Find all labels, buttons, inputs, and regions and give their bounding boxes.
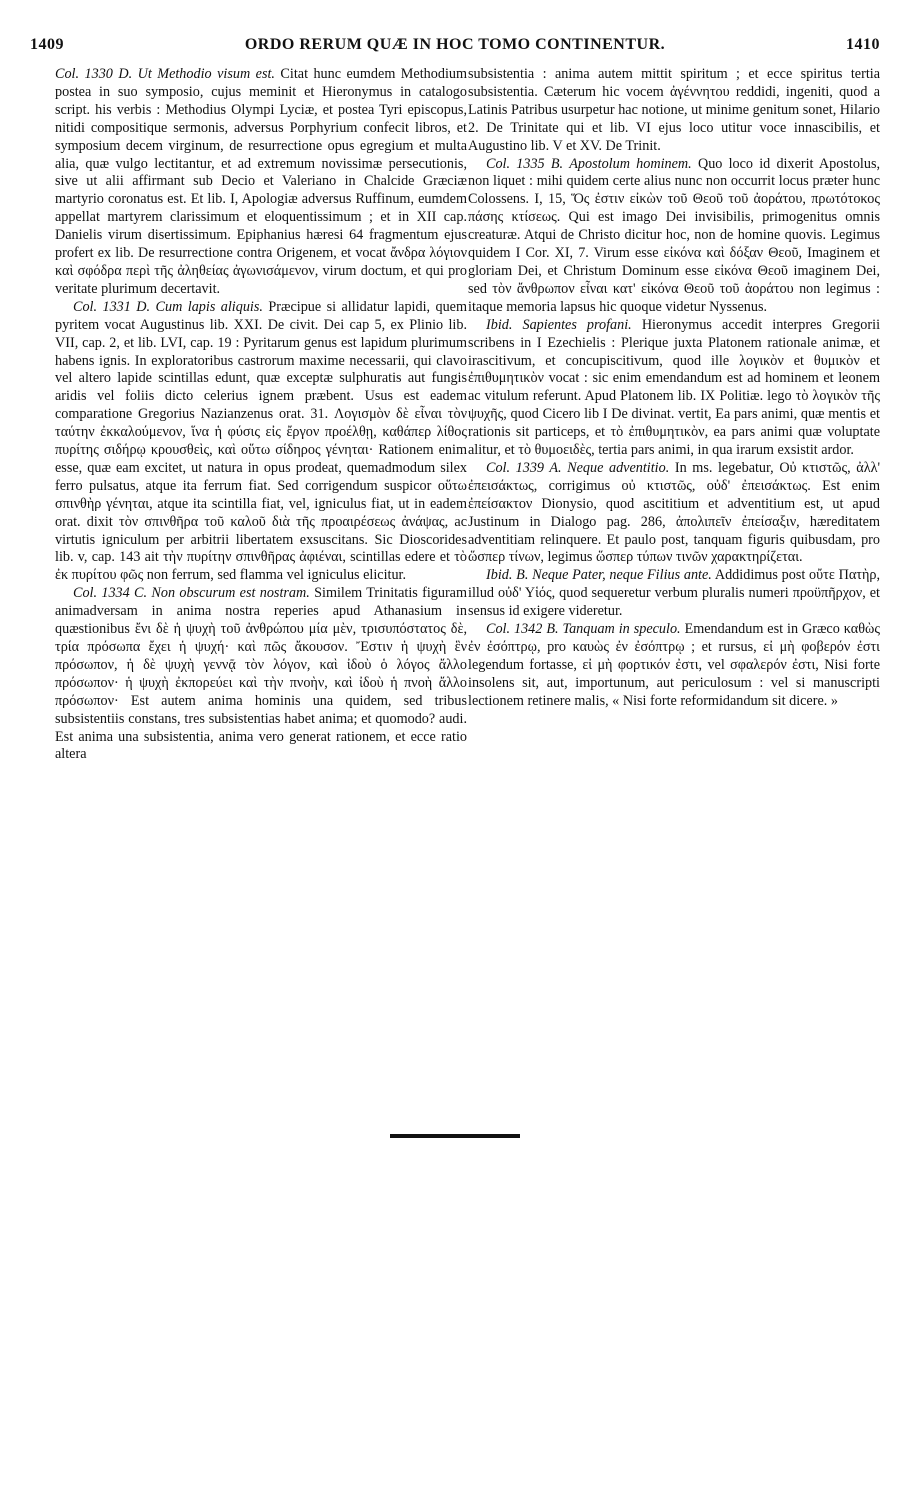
note-text: Præcipue si allidatur lapidi, quem pyritem vocat Augustinus lib. XXI. De civit. Dei cap 5, ex Plinio lib. VII, cap. 2, et lib. LVI, cap. 19 : Pyritarum genus est lapidum plurimum habens ignis. In exploratoribus castrorum maxime necessarii, qui clavo vel altero lapide scintillas edunt, quæ exceptæ sulphuratis aut fungis aridis vel foliis dicto celerius ignem præbent. Usus est eadem comparatione Gregorius Nazianzenus orat. 31. Λογισμὸν δὲ εἶναι τὸν ταύτην ἐκκαλούμενον, ἵνα ἡ φύσις εἰς ἔργον προέλθῃ, καθάπερ λίθος πυρίτης σιδήρῳ κρουσθεὶς, καὶ οὕτω σίδηρος γένηται· Rationem enim esse, quæ eam excitet, ut natura in opus prodeat, quemadmodum silex ferro pulsatus, atque ita ferrum fiat. Sed corrigendum suspicor οὕτω σπινθὴρ γένηται, atque ita scintilla fiat, vel, igniculus fiat, ut in eadem orat. dixit τὸν σπινθῆρα τοῦ καλοῦ διὰ τῆς προαιρέσεως ἀνάψας, ac virtutis igniculum per arbitrii libertatem exsuscitans. Sic Dioscorides lib. v, cap. 143 ait τὴν πυρίτην σπινθῆρας ἀφιέναι, scintillas edere et τὸ ἐκ πυρίτου φῶς non ferrum, sed flamma vel igniculus elicitur. xyxy=(55,298,468,584)
note-reference: Ibid. xyxy=(486,316,513,333)
note-text: Quo loco id dixerit Apostolus, non liquet : mihi quidem certe alius nunc non occurrit locus præter hunc Colossens. I, 15, Ὅς ἐστιν εἰκὼν τοῦ Θεοῦ τοῦ ἀοράτου, πρωτότοκος πάσης κτίσεως. Qui est imago Dei invisibilis, primogenitus omnis creaturæ. Atqui de Christo dicitur hoc, non de homine quovis. Legimus quidem I Cor. XI, 7. Virum esse εἰκόνα καὶ δόξαν Θεοῦ, Imaginem et gloriam Dei, et Christum Dominum esse εἰκόνα Θεοῦ imaginem Dei, sed τὸν ἄνθρωπον εἶναι κατ' εἰκόνα Θεοῦ τοῦ ἀοράτου non legimus : itaque memoria lapsus hic quoque videtur Nyssenus. xyxy=(468,155,881,315)
note-reference: Col. 1331 D. xyxy=(73,298,151,315)
note-paragraph xyxy=(55,66,467,299)
note-paragraph xyxy=(468,317,880,460)
right-column xyxy=(468,66,880,711)
note-text: In ms. legebatur, Οὐ κτιστῶς, ἀλλ' ἐπεισάκτως, corrigimus οὐ κτιστῶς, οὐδ' ἐπεισάκτως. Est enim ἐπείσακτον Dionysio, quod ascititium et adventitium est, ut apud Justinum in Dialogo pag. 286, ἀπολιπεῖν ἐπείσαξιν, hæreditatem adventitiam relinquere. Et paulo post, tanquam figuris quibusdam, pro ὥσπερ τίνων, legimus ὥσπερ τύπων τινῶν χαρακτηρίζεται. xyxy=(468,459,881,566)
note-reference: Col. 1334 C. xyxy=(73,585,148,602)
note-reference: Col. 1335 B. xyxy=(486,155,564,172)
page-header xyxy=(30,36,880,58)
note-lemma: Non obscurum est nostram. xyxy=(151,585,310,602)
page-number-left: 1409 xyxy=(30,36,64,53)
note-reference: Col. 1342 B. xyxy=(486,621,559,638)
note-paragraph xyxy=(55,585,467,764)
page-number-right: 1410 xyxy=(846,36,880,53)
note-paragraph xyxy=(468,156,880,317)
note-reference: Col. 1339 A. xyxy=(486,459,562,476)
note-text: Similem Trinitatis figuram animadversam in anima nostra reperies apud Athanasium in quæstionibus ἔνι δὲ ἡ ψυχὴ τοῦ ἀνθρώπου μία μὲν, τρισυπόστατος δὲ, τρία πρόσωπα ἔχει ἡ ψυχή· καὶ πῶς ἄκουσον. Ἔστιν ἡ ψυχὴ ἓν πρόσωπον, ἡ δὲ ψυχὴ γεννᾷ τὸν λόγον, καὶ ἰδοὺ ὁ λόγος ἄλλο πρόσωπον· ἡ ψυχὴ ἐκπορεύει καὶ τὴν πνοὴν, καὶ ἰδοὺ ἡ πνοὴ ἄλλο πρόσωπον· Est autem anima hominis una quidem, sed tribus subsistentiis constans, tres subsistentias habet anima; et quomodo? audi. Est anima una subsistentia, anima vero generat rationem, et ecce ratio altera xyxy=(55,585,468,763)
note-paragraph xyxy=(468,66,880,156)
note-lemma: Apostolum hominem. xyxy=(569,155,692,172)
note-text: Hieronymus accedit interpres Gregorii scribens in I Ezechielis : Plerique juxta Platonem rationale animæ, et irascitivum, et concupiscitivum, quod ille λογικὸν et θυμικὸν et ἐπιθυμητικὸν vocat : sic enim emendandum est ad hominem et leonem ac vitulum referunt. Apud Platonem lib. IX Politiæ. lego τὸ λογικὸν τῆς ψυχῆς, quod Cicero lib I De divinat. vertit, Ea pars animi, quæ mentis et rationis sit particeps, et τὸ ἐπιθυμητικὸν, ea pars animi quæ voluptate alitur, et τὸ θυμοειδὲς, tertia pars animi, in qua irarum exsistit ardor. xyxy=(468,316,881,459)
note-text: Addidimus post οὔτε Πατὴρ, illud οὐδ' Υἱός, quod sequeretur verbum pluralis numeri προϋπῆρχον, et sensus id exigere videretur. xyxy=(468,567,881,620)
running-title: ORDO RERUM QUÆ IN HOC TOMO CONTINENTUR. xyxy=(244,36,666,53)
note-text: Citat hunc eumdem Methodium postea in suo symposio, cujus meminit et Hieronymus in catalogo script. his verbis : Methodius Olympi Lyciæ, et postea Tyri episcopus, nitidi compositique sermonis, adversus Porphyrium confecit libros, et symposium decem virginum, de resurrectione opus egregium et multa alia, quæ vulgo lectitantur, et ad extremum novissimæ persecutionis, sive ut alii affirmant sub Decio et Valeriano in Chalcide Græciæ martyrio coronatus est. Et lib. I, Apologiæ adversus Ruffinum, eumdem appellat martyrem clarissimum et eloquentissimum ; et in XII cap. Danielis virum disertissimum. Epiphanius hæresi 64 fragmentum ejus profert ex lib. De resurrectione contra Origenem, et vocat ἄνδρα λόγιον καὶ σφόδρα περὶ τῆς ἀληθείας ἀγωνισάμενον, virum doctum, et qui pro veritate plurimum decertavit. xyxy=(55,66,468,297)
note-reference: Ibid. B. xyxy=(486,567,529,584)
note-lemma: Sapientes profani. xyxy=(522,316,632,333)
note-paragraph xyxy=(55,299,467,586)
note-lemma: Neque adventitio. xyxy=(567,459,670,476)
note-lemma: Ut Methodio visum est. xyxy=(137,66,275,82)
note-paragraph xyxy=(468,460,880,567)
note-text: subsistentia : anima autem mittit spiritum ; et ecce spiritus tertia subsistentia. Cæterum hic vocem ἀγέννητου reddidi, ingeniti, quod a Latinis Patribus usurpetur hac notione, ut minime genitum sonet, Hilario 2. De Trinitate qui et lib. VI ejus loco utitur voce innascibilis, et Augustino lib. V et XV. De Trinit. xyxy=(468,66,880,154)
note-paragraph xyxy=(468,567,880,621)
note-reference: Col. 1330 D. xyxy=(55,66,133,82)
end-rule xyxy=(390,1134,520,1138)
note-lemma: Tanquam in speculo. xyxy=(562,621,681,638)
note-paragraph xyxy=(468,621,880,711)
note-lemma: Neque Pater, neque Filius ante. xyxy=(532,567,712,584)
left-column xyxy=(55,66,467,764)
note-text: Emendandum est in Græco καθὼς ἐν ἐσόπτρῳ, pro καυὼς ἐν ἐσόπτρῳ ; et rursus, εἰ μὴ φοβερόν ἐστι legendum fortasse, εἰ μὴ φορτικόν ἐστι, vel σφαλερόν ἐστι, Nisi forte insolens sit, aut, importunum, aut periculosum : vel si manuscripti lectionem retinere malis, « Nisi forte reformidandum sit dicere. » xyxy=(468,621,880,709)
note-lemma: Cum lapis aliquis. xyxy=(155,298,263,315)
